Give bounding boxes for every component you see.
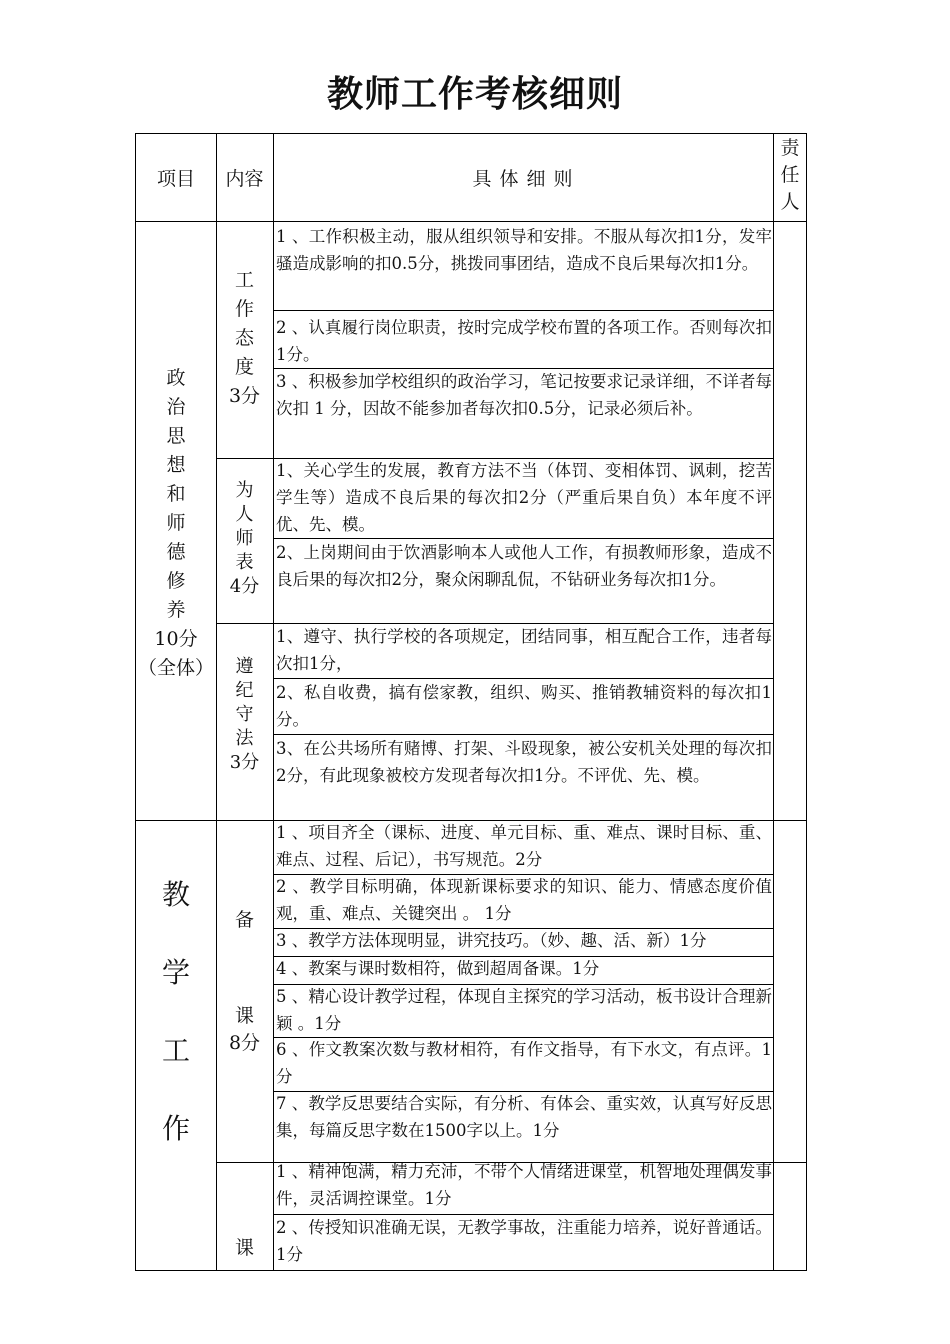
header-content: 内容 (225, 168, 264, 190)
rule-attitude-1: 1 、工作积极主动，服从组织领导和安排。不服从每次扣1分，发牢骚造成影响的扣0.5分，挑拨同事团结，造成不良后果每次扣1分。 (276, 227, 772, 273)
rule-class-1: 1 、精神饱满，精力充沛，不带个人情绪进课堂，机智地处理偶发事件，灵活调控课堂。1分 (276, 1162, 772, 1208)
header-project: 项目 (156, 168, 195, 190)
rule-prep-3: 3 、教学方法体现明显，讲究技巧。（妙、趣、活、新）1分 (276, 931, 707, 950)
rule-prep-7: 7 、教学反思要结合实际，有分析、有体会、重实效，认真写好反思集，每篇反思字数在1500字以上。1分 (276, 1094, 772, 1140)
rule-prep-2: 2 、教学目标明确，体现新课标要求的知识、能力、情感态度价值观，重、难点、关键突出 。 1分 (276, 877, 772, 923)
rule-prep-4: 4 、教案与课时数相符，做到超周备课。1分 (276, 959, 600, 978)
rule-law-3: 3、在公共场所有赌博、打架、斗殴现象，被公安机关处理的每次扣2分，有此现象被校方发现者每次扣1分。不评优、先、模。 (276, 739, 772, 785)
rule-prep-5: 5 、精心设计教学过程，体现自主探究的学习活动，板书设计合理新颖 。1分 (276, 987, 772, 1033)
rule-attitude-2: 2 、认真履行岗位职责，按时完成学校布置的各项工作。否则每次扣1分。 (276, 318, 772, 364)
rule-law-1: 1、遵守、执行学校的各项规定，团结同事，相互配合工作，违者每次扣1分， (276, 627, 772, 673)
rule-attitude-3: 3 、积极参加学校组织的政治学习，笔记按要求记录详细，不详者每次扣 1 分，因故不能参加者每次扣0.5分，记录必须后补。 (276, 372, 772, 418)
group-law-abiding-label: 遵 纪 守 法 3分 (229, 656, 260, 773)
group-work-attitude-label: 工 作 态 度 3分 (228, 269, 261, 407)
assessment-table (135, 133, 807, 1271)
rule-prep-6: 6 、作文教案次数与教材相符，有作文指导，有下水文，有点评。1分 (276, 1040, 772, 1086)
header-responsible: 责任人 (780, 137, 800, 213)
group-role-model-label: 为 人 师 表 4分 (229, 480, 260, 597)
document-title: 教师工作考核细则 (326, 74, 623, 115)
rule-class-2: 2 、传授知识准确无误，无教学事故，注重能力培养，说好普通话。1分 (276, 1218, 772, 1264)
rule-role-model-2: 2、上岗期间由于饮酒影响本人或他人工作，有损教师形象，造成不良后果的每次扣2分，聚众闲聊乱侃，不钻研业务每次扣1分。 (276, 543, 772, 589)
section-teaching-label: 教 学 工 作 (161, 878, 190, 1145)
rule-law-2: 2、私自收费，搞有偿家教，组织、购买、推销教辅资料的每次扣1分。 (276, 683, 772, 729)
header-details: 具 体 细 则 (472, 168, 574, 190)
section-politics-label: 政 治 思 想 和 师 德 修 养 10分 （全体） (137, 367, 214, 679)
group-lesson-prep-label: 备 课 8分 (228, 909, 261, 1054)
group-class-label: 课 (234, 1237, 254, 1259)
rule-prep-1: 1 、项目齐全（课标、进度、单元目标、重、难点、课时目标、重、难点、过程、后记），书写规范。2分 (276, 823, 772, 869)
rule-role-model-1: 1、关心学生的发展，教育方法不当（体罚、变相体罚、讽刺，挖苦学生等）造成不良后果的每次扣2分（严重后果自负）本年度不评优、先、模。 (276, 461, 772, 534)
